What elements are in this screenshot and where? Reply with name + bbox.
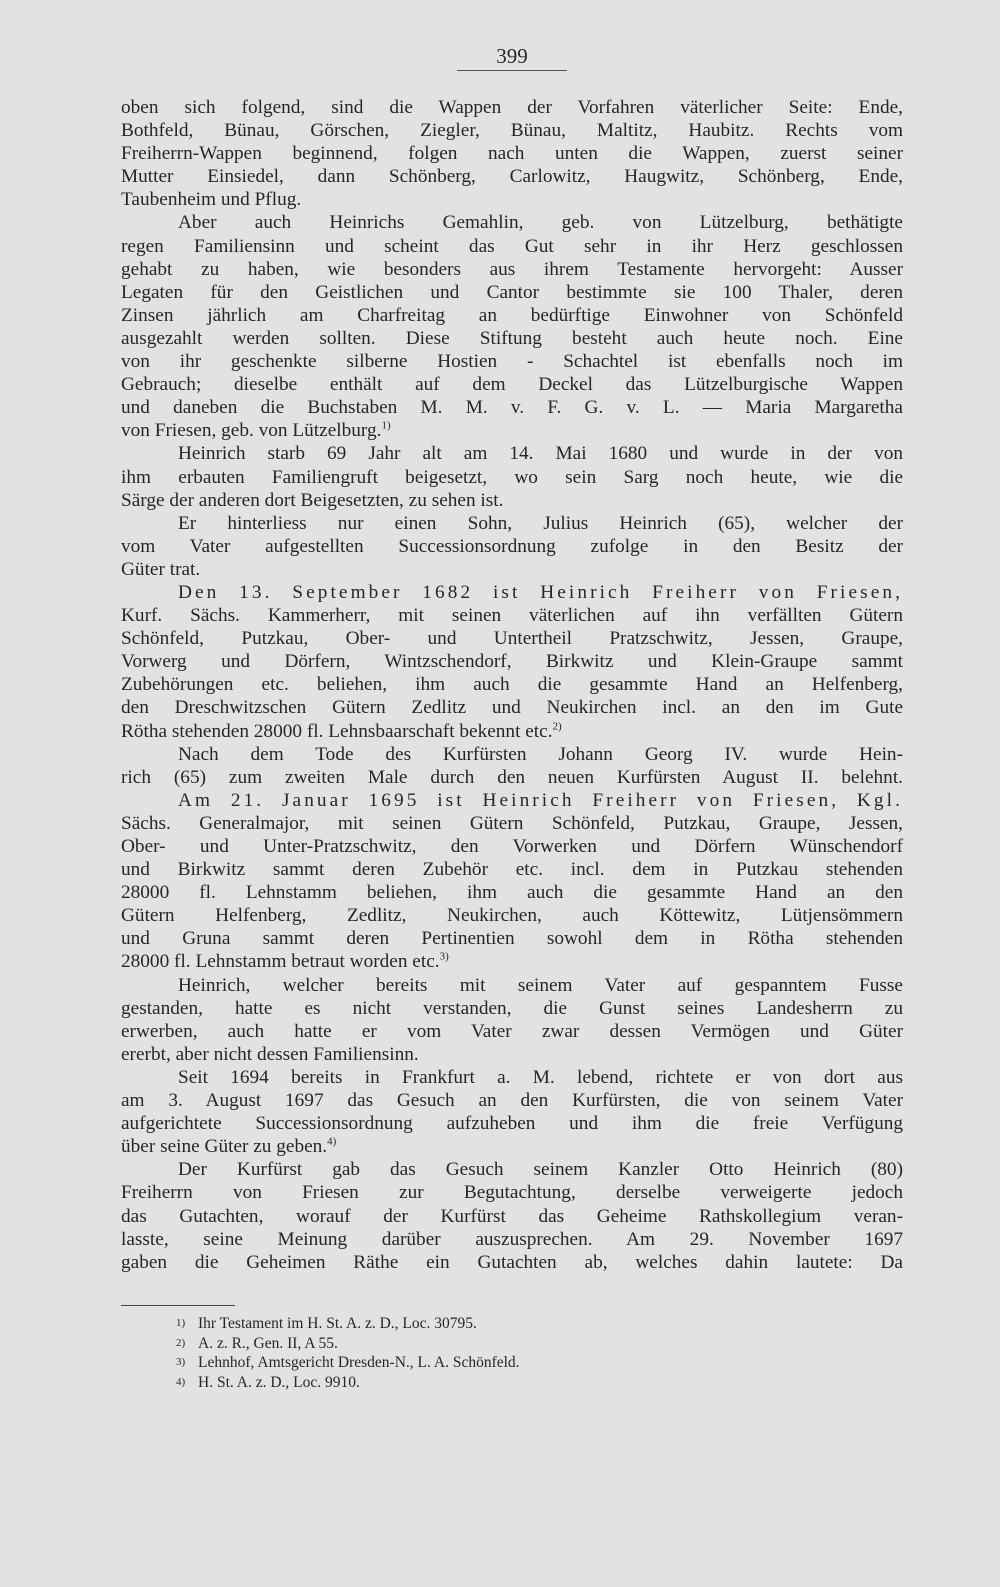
text-line: ausgezahlt werden sollten. Diese Stiftung besteht auch heute noch. Eine — [121, 327, 903, 349]
text-line: Am 21. Januar 1695 ist Heinrich Freiherr von Friesen, Kgl. — [178, 789, 903, 811]
footnote-ref: 2) — [552, 720, 562, 733]
text-line: und Birkwitz sammt deren Zubehör etc. incl. dem in Putzkau stehenden — [121, 859, 903, 881]
text-line: Freiherrn von Friesen zur Begutachtung, derselbe verweigerte jedoch — [121, 1182, 903, 1204]
footnote — [176, 1373, 520, 1393]
text-line: von Friesen, geb. von Lützelburg. — [121, 420, 382, 442]
text-line: Särge der anderen dort Beigesetzten, zu sehen ist. — [121, 489, 504, 511]
text-line: 28000 fl. Lehnstamm betraut worden etc. — [121, 951, 440, 973]
text-line: von ihr geschenkte silberne Hostien - Schachtel ist ebenfalls noch im — [121, 351, 903, 373]
text-line: aufgerichtete Successionsordnung aufzuheben und ihm die freie Verfügung — [121, 1113, 903, 1135]
text-line: und daneben die Buchstaben M. M. v. F. G. v. L. — Maria Margaretha — [121, 397, 903, 419]
text-line: vom Vater aufgestellten Successionsordnung zufolge in den Besitz der — [121, 535, 903, 557]
text-line: Zubehörungen etc. beliehen, ihm auch die gesammte Hand an Helfenberg, — [121, 674, 903, 696]
footnote-rule — [121, 1305, 235, 1306]
footnote — [176, 1334, 520, 1354]
body-text — [121, 96, 903, 1274]
text-line: Schönfeld, Putzkau, Ober- und Untertheil Pratzschwitz, Jessen, Graupe, — [121, 628, 903, 650]
text-line: Aber auch Heinrichs Gemahlin, geb. von Lützelburg, bethätigte — [178, 212, 903, 234]
text-line: oben sich folgend, sind die Wappen der Vorfahren väterlicher Seite: Ende, — [121, 97, 903, 118]
text-line: Legaten für den Geistlichen und Cantor bestimmte sie 100 Thaler, deren — [121, 281, 903, 303]
footnote-ref: 3) — [439, 951, 449, 964]
text-line: gaben die Geheimen Räthe ein Gutachten ab, welches dahin lautete: Da — [121, 1251, 903, 1273]
text-line: Nach dem Tode des Kurfürsten Johann Georg IV. wurde Hein- — [178, 743, 903, 765]
footnote-mark: 2) — [176, 1336, 186, 1349]
text-line-with-footnote — [121, 720, 903, 743]
text-line: Der Kurfürst gab das Gesuch seinem Kanzler Otto Heinrich (80) — [178, 1159, 903, 1181]
footnote-text: Lehnhof, Amtsgericht Dresden-N., L. A. Schönfeld. — [198, 1354, 520, 1371]
text-line: Sächs. Generalmajor, mit seinen Gütern Schönfeld, Putzkau, Graupe, Jessen, — [121, 812, 903, 834]
text-line: Heinrich, welcher bereits mit seinem Vater auf gespanntem Fusse — [178, 974, 903, 996]
footnote-ref: 1) — [381, 419, 391, 432]
text-line: Güter trat. — [121, 558, 201, 580]
page-number: 399 — [496, 44, 528, 68]
header-rule — [457, 70, 567, 71]
footnote-text: Ihr Testament im H. St. A. z. D., Loc. 30795. — [198, 1315, 477, 1332]
text-line: regen Familiensinn und scheint das Gut sehr in ihr Herz geschlossen — [121, 235, 903, 257]
footnotes — [176, 1314, 520, 1392]
text-line: erwerben, auch hatte er vom Vater zwar dessen Vermögen und Güter — [121, 1020, 903, 1042]
text-line: Kurf. Sächs. Kammerherr, mit seinen väterlichen auf ihn verfällten Gütern — [121, 605, 903, 627]
footnote-mark: 4) — [176, 1375, 186, 1388]
text-line: lasste, seine Meinung darüber auszusprechen. Am 29. November 1697 — [121, 1228, 903, 1250]
text-line: Heinrich starb 69 Jahr alt am 14. Mai 1680 und wurde in der von — [178, 443, 903, 465]
text-line: 28000 fl. Lehnstamm beliehen, ihm auch die gesammte Hand an den — [121, 882, 903, 904]
footnote-text: A. z. R., Gen. II, A 55. — [198, 1334, 338, 1352]
text-line: über seine Güter zu geben. — [121, 1136, 328, 1158]
text-line-with-footnote — [121, 419, 903, 442]
text-line: Gütern Helfenberg, Zedlitz, Neukirchen, auch Köttewitz, Lütjensömmern — [121, 905, 903, 927]
text-line: Seit 1694 bereits in Frankfurt a. M. lebend, richtete er von dort aus — [178, 1066, 903, 1088]
text-line: Freiherrn-Wappen beginnend, folgen nach unten die Wappen, zuerst seiner — [121, 143, 903, 165]
footnote-mark: 1) — [176, 1317, 186, 1329]
footnote-text: H. St. A. z. D., Loc. 9910. — [198, 1373, 360, 1391]
text-line: ihm erbauten Familiengruft beigesetzt, wo sein Sarg noch heute, wie die — [121, 466, 903, 488]
footnote-ref: 4) — [327, 1135, 337, 1148]
text-line: und Gruna sammt deren Pertinentien sowohl dem in Rötha stehenden — [121, 928, 903, 950]
text-line: Rötha stehenden 28000 fl. Lehnsbaarschaft bekennt etc. — [121, 720, 553, 742]
text-line: Bothfeld, Bünau, Görschen, Ziegler, Bünau, Maltitz, Haubitz. Rechts vom — [121, 120, 903, 142]
text-line: Taubenheim und Pflug. — [121, 189, 302, 211]
text-line-with-footnote — [121, 1135, 903, 1158]
text-line: gestanden, hatte es nicht verstanden, die Gunst seines Landesherrn zu — [121, 997, 903, 1019]
text-line: Den 13. September 1682 ist Heinrich Freiherr von Friesen, — [178, 581, 903, 603]
text-line: gehabt zu haben, wie besonders aus ihrem Testamente hervorgeht: Ausser — [121, 258, 903, 280]
footnote — [176, 1314, 520, 1334]
footnote-mark: 3) — [176, 1356, 186, 1368]
text-line: am 3. August 1697 das Gesuch an den Kurfürsten, die von seinem Vater — [121, 1090, 903, 1112]
text-line: Gebrauch; dieselbe enthält auf dem Deckel das Lützelburgische Wappen — [121, 374, 903, 396]
text-line: ererbt, aber nicht dessen Familiensinn. — [121, 1043, 419, 1065]
text-line: Mutter Einsiedel, dann Schönberg, Carlowitz, Haugwitz, Schönberg, Ende, — [121, 166, 903, 188]
text-line: Vorwerg und Dörfern, Wintzschendorf, Birkwitz und Klein-Graupe sammt — [121, 651, 903, 673]
text-line: Zinsen jährlich am Charfreitag an bedürftige Einwohner von Schönfeld — [121, 304, 903, 326]
text-line: rich (65) zum zweiten Male durch den neuen Kurfürsten August II. belehnt. — [121, 766, 903, 788]
text-line: Ober- und Unter-Pratzschwitz, den Vorwerken und Dörfern Wünschendorf — [121, 836, 903, 857]
text-line: das Gutachten, worauf der Kurfürst das Geheime Rathskollegium veran- — [121, 1205, 903, 1227]
footnote — [176, 1353, 520, 1373]
text-line: Er hinterliess nur einen Sohn, Julius Heinrich (65), welcher der — [178, 512, 903, 534]
text-line-with-footnote — [121, 950, 903, 973]
text-line: den Dreschwitzschen Gütern Zedlitz und Neukirchen incl. an den im Gute — [121, 697, 903, 719]
